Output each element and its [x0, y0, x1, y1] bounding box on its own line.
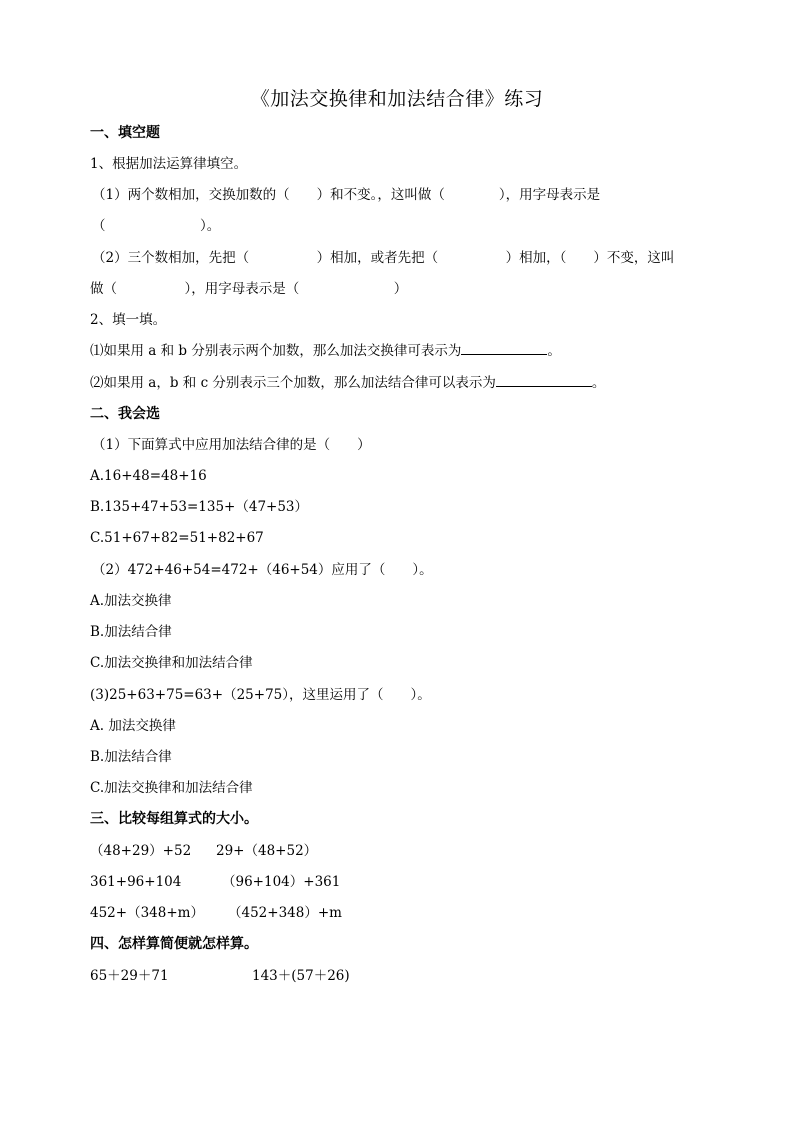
s2-q2-option-a: A.加法交换律 [90, 593, 172, 609]
compare-row-3-left: 452+（348+m） [90, 905, 204, 921]
q1-part1-line1: （1）两个数相加，交换加数的（ ）和不变。，这叫做（ ），用字母表示是 [92, 187, 601, 203]
s2-q3-option-a: A. 加法交换律 [90, 718, 176, 734]
answer-blank [461, 342, 547, 355]
page-title: 《加法交换律和加法结合律》练习 [250, 88, 544, 110]
section1-heading: 一、填空题 [90, 125, 160, 141]
s2-q1-stem: （1）下面算式中应用加法结合律的是（ ） [92, 437, 371, 453]
q2-part2-end: 。 [591, 375, 606, 391]
s2-q1-option-c: C.51+67+82=51+82+67 [90, 530, 264, 546]
s2-q3-option-c: C.加法交换律和加法结合律 [90, 780, 253, 796]
q1-intro: 1、根据加法运算律填空。 [90, 156, 248, 172]
calc-item-2: 143＋(57＋26) [252, 968, 350, 984]
s2-q1-option-b: B.135+47+53=135+（47+53） [90, 499, 309, 515]
compare-row-2-right: （96+104）+361 [222, 874, 341, 890]
q2-part1-end: 。 [547, 343, 561, 359]
q1-part2-line1: （2）三个数相加，先把（ ）相加，或者先把（ ）相加，（ ）不变，这叫 [92, 250, 675, 266]
s2-q2-stem: （2）472+46+54=472+（46+54）应用了（ ）。 [92, 562, 433, 578]
section4-heading: 四、怎样算简便就怎样算。 [90, 936, 258, 952]
q2-part1-text: ⑴如果用 a 和 b 分别表示两个加数，那么加法交换律可表示为 [90, 343, 462, 359]
q1-part1-line2: （ ）。 [92, 218, 221, 234]
s2-q3-option-b: B.加法结合律 [90, 749, 172, 765]
s2-q1-option-a: A.16+48=48+16 [90, 468, 207, 484]
section3-heading: 三、比较每组算式的大小。 [90, 811, 258, 827]
compare-row-3-right: （452+348）+m [228, 905, 342, 921]
q2-intro: 2、填一填。 [90, 312, 167, 328]
s2-q3-stem: (3)25+63+75=63+（25+75），这里运用了（ ）。 [90, 687, 431, 703]
answer-blank [496, 374, 592, 387]
s2-q2-option-b: B.加法结合律 [90, 624, 172, 640]
q1-part2-line2: 做（ ），用字母表示是（ ） [90, 281, 408, 297]
section2-heading: 二、我会选 [90, 406, 160, 422]
s2-q2-option-c: C.加法交换律和加法结合律 [90, 655, 253, 671]
calc-item-1: 65＋29＋71 [90, 968, 169, 984]
compare-row-2-left: 361+96+104 [90, 874, 182, 890]
q2-part2 [90, 374, 605, 392]
q2-part1 [90, 342, 561, 360]
q2-part2-text: ⑵如果用 a，b 和 c 分别表示三个加数，那么加法结合律可以表示为 [90, 375, 496, 391]
compare-row-1-left: （48+29）+52 [90, 843, 192, 859]
compare-row-1-right: 29+（48+52） [216, 843, 318, 859]
